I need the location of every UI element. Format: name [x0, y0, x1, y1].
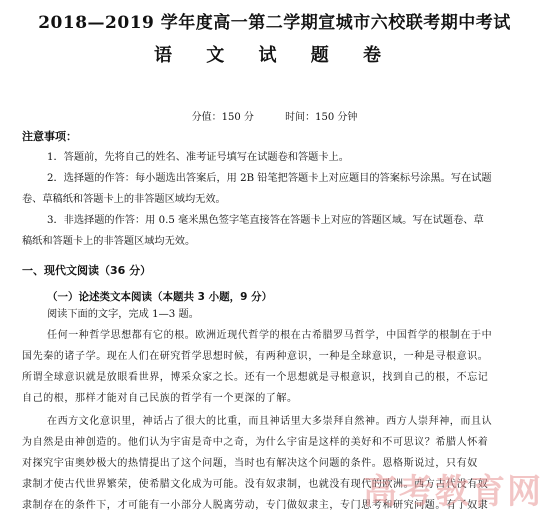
passage-line: 隶制才使古代世界繁荣，使希腊文化成为可能。没有奴隶制，也就没有现代的欧洲。西方古代没有奴 [22, 479, 489, 490]
notice-line: 稿纸和答题卡上的非答题区域均无效。 [22, 236, 196, 247]
exam-title: 2018—2019 学年度高一第二学期宣城市六校联考期中考试 [38, 13, 511, 33]
notice-heading: 注意事项： [22, 130, 77, 143]
passage-line: 任何一种哲学思想都有它的根。欧洲近现代哲学的根在古希腊罗马哲学，中国哲学的根制在于中 [47, 330, 493, 341]
reading-instruction: 阅读下面的文字，完成 1—3 题。 [47, 309, 199, 320]
exam-subtitle: 语 文 试 题 卷 [153, 45, 396, 66]
passage-line: 在西方文化意识里，神话占了很大的比重，而且神话里大多崇拜自然神。西方人崇拜神，而且认 [47, 416, 493, 427]
section-heading: 一、现代文阅读（36 分） [22, 264, 152, 277]
notice-line: 1．答题前，先将自己的姓名、准考证号填写在试题卷和答题卡上。 [47, 152, 349, 163]
score-label: 分值：150 分 [191, 112, 254, 123]
time-label: 时间：150 分钟 [285, 112, 358, 123]
notice-line: 2．选择题的作答：每小题选出答案后，用 2B 铅笔把答题卡上对应题目的答案标号涂黑。写在试题 [47, 173, 492, 184]
subsection-heading: （一）论述类文本阅读（本题共 3 小题，9 分） [47, 291, 273, 303]
passage-line: 国先秦的诸子学。现在人们在研究哲学思想时候，有两种意识，一种是全球意识，一种是寻根意识。 [22, 351, 489, 362]
notice-line: 3．非选择题的作答：用 0.5 毫米黑色签字笔直接答在答题卡上对应的答题区域。写在试题卷、草 [47, 215, 484, 226]
passage-line: 对探究宇宙奥妙极大的热情提出了这个问题，当时也有解决这个问题的条件。恩格斯说过，只有奴 [22, 458, 478, 469]
watermark: 高考教育网 [363, 472, 543, 512]
passage-line: 为自然是由神创造的。他们认为宇宙是奇中之奇，为什么宇宙是这样的美好和不可思议？希腊人怀着 [22, 437, 489, 448]
exam-meta [0, 108, 549, 123]
passage-line: 所谓全球意识就是放眼看世界，博采众家之长。还有一个思想就是寻根意识，找到自己的根，不忘记 [22, 372, 489, 383]
passage-line: 隶制存在的条件下，才可能有一小部分人脱离劳动，专门做奴隶主，专门思考和研究问题。有了奴隶 [22, 500, 489, 511]
notice-line: 卷、草稿纸和答题卡上的非答题区域均无效。 [22, 194, 226, 205]
passage-line: 自己的根，那样才能对自己民族的哲学有一个更深的了解。 [22, 393, 298, 404]
